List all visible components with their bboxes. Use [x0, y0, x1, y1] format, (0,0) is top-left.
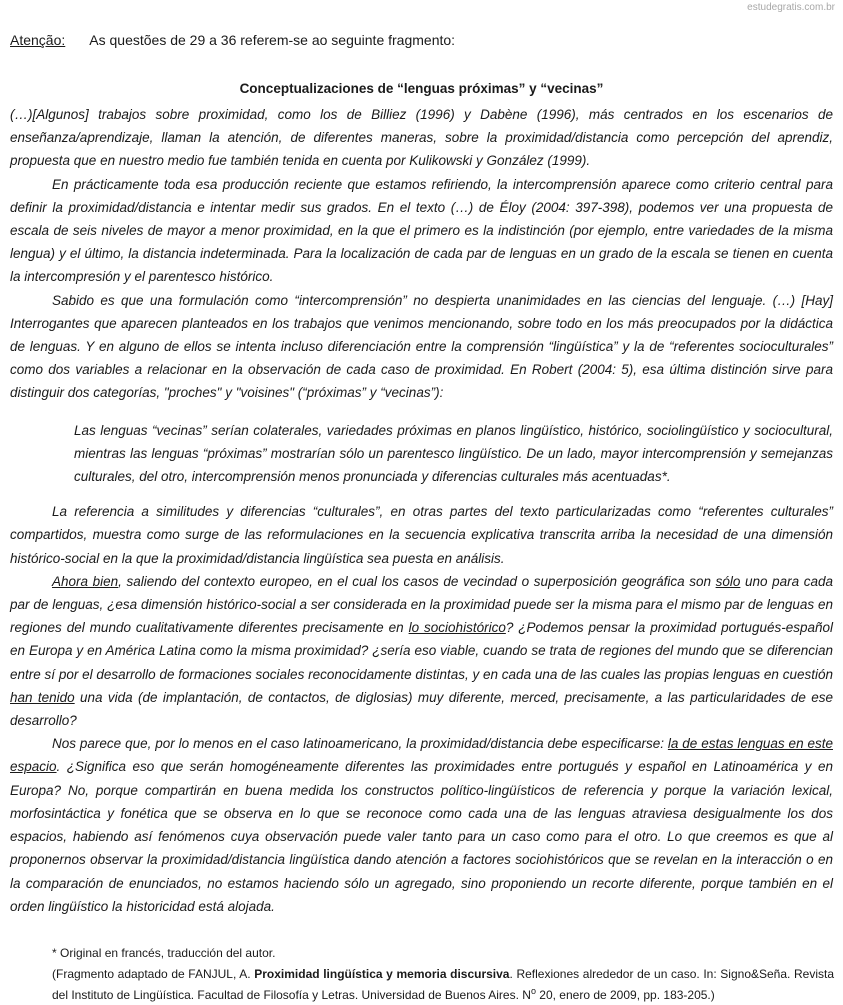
underlined-ahora-bien: Ahora bien — [52, 573, 119, 589]
text-body — [10, 103, 833, 918]
underlined-este-espacio: la de estas lenguas en este espacio — [10, 736, 833, 775]
paragraph-5-text-b: uno para cada par de lenguas, ¿esa dimensión histórico-social a ser considerada en la proximidad puede ser la misma para el mismo par de lenguas en regiones del mundo cualitativamente diferentes precisamente en — [10, 573, 833, 636]
paragraph-1: (…)[Algunos] trabajos sobre proximidad, como los de Billiez (1996) y Dabène (1996), más centrados en los escenarios de enseñanza/aprendizaje, llaman la atención, de diferentes maneras, sobre la proximidad/distancia como percepción del aprendiz, propuesta que en nuestro medio fue también tenida en cuenta por Kulikowski y González (1999). — [10, 107, 833, 169]
paragraph-2: En prácticamente toda esa producción reciente que estamos refiriendo, la intercomprensión aparece como criterio central para definir la proximidad/distancia e intentar medir sus grados. En el texto (…) de Éloy (2004: 397-398), podemos ver una propuesta de escala de seis niveles de mayor a menor proximidad, en la que el primero es la indistinción (por ejemplo, entre variedades de la misma lengua) y el último, la distancia indeterminada. Para la localización de cada par de lenguas en un grado de la escala se tienen en cuenta la intercompresión y el parentesco histórico. — [10, 176, 833, 285]
source-work-title: Proximidad lingüística y memoria discursiva — [254, 967, 510, 981]
site-watermark: estudegratis.com.br — [747, 2, 835, 13]
paragraph-3: Sabido es que una formulación como “intercomprensión” no despierta unanimidades en las ciencias del lenguaje. (…) [Hay] Interrogantes que aparecen planteados en los trabajos que venimos mencionando, sobre todo en los más preocupados por la didáctica de lenguas. Y en alguno de ellos se intenta incluso diferenciación entre la comprensión “lingüística” y la de “referentes socioculturales” como dos variables a relacionar en la observación de cada caso de proximidad. En Robert (2004: 5), esa última distinción sirve para distinguir dos categorías, "proches" y "voisines" (“próximas” y “vecinas”): — [10, 292, 833, 401]
paragraph-5-text-a: , saliendo del contexto europeo, en el cual los casos de vecindad o superposición geográfica son — [118, 573, 716, 589]
paragraph-4: La referencia a similitudes y diferencias “culturales”, en otras partes del texto particularizadas como “referentes culturales” compartidos, muestra como surge de las reformulaciones en la secuencia explicativa transcrita arriba la necesidad de una dimensión histórico-social en la que la proximidad/distancia lingüística sea puesta en análisis. — [10, 504, 833, 566]
paragraph-6-text-a: Nos parece que, por lo menos en el caso latinoamericano, la proximidad/distancia debe especificarse: — [52, 736, 668, 752]
paragraph-5-text-c: ? ¿Podemos pensar la proximidad portugués-español en Europa y en América Latina como la misma proximidad? ¿sería eso viable, cuando se trata de regiones del mundo que se diferencian entre sí por el desarrollo de formaciones sociales reconocidamente distintas, y en cada una de las cuales las propias lenguas en cuestión — [10, 620, 834, 682]
source-suffix: 20, enero de 2009, pp. 183-205.) — [535, 988, 715, 1002]
text-title: Conceptualizaciones de “lenguas próximas” y “vecinas” — [239, 81, 604, 96]
block-quote: Las lenguas “vecinas” serían colaterales, variedades próximas en planos lingüístico, histórico, sociolingüístico y sociocultural, mientras las lenguas “próximas” mostrarían sólo un parentesco lingüístico. De un lado, mayor intercomprensión y semejanzas culturales, del otro, intercomprensión menos pronunciada y diferencias culturales más acentuadas*. — [74, 422, 833, 485]
source-prefix: (Fragmento adaptado de FANJUL, A. — [52, 967, 255, 981]
paragraph-6-text-b: . ¿Significa eso que serán homogéneamente diferentes las proximidades entre portugués y español en Latinoamérica y en Europa? No, porque compartirán en buena medida los constructos político-lingüísticos de referencia y porque la variación lexical, morfosintáctica y fonética que se observa en lo que se reconoce como cada una de las lenguas atraviesa desigualmente los dos espacios, habiendo así fenómenos cuya observación puede valer tanto para un caso como para el otro. Lo que creemos es que al proponernos observar la proximidad/distancia lingüística dando atención a factores sociohistóricos que se revelan en la interacción o en la comparación de enunciados, no estamos haciendo sólo un agregado, sino proponiendo un recorte diferente, porque también en el orden lingüístico la historicidad está alojada. — [10, 759, 833, 914]
paragraph-5-text-d: una vida (de implantación, de contactos, de diglosias) muy diferente, merced, precisamente, a las particularidades de ese desarrollo? — [10, 689, 833, 729]
underlined-solo: sólo — [715, 573, 741, 589]
question-instruction: As questões de 29 a 36 referem-se ao seguinte fragmento: — [89, 32, 456, 48]
paragraph-5 — [10, 570, 833, 732]
source-citation — [52, 966, 834, 1004]
attention-label: Atenção: — [10, 32, 66, 48]
underlined-han-tenido: han tenido — [10, 689, 75, 705]
footnote: * Original en francés, traducción del autor. — [52, 946, 276, 960]
paragraph-6 — [10, 732, 833, 918]
underlined-lo-sociohistorico: lo sociohistórico — [408, 620, 506, 636]
source-middle: . Reflexiones alrededor de un caso. In: Signo&Seña. Revista del Instituto de Lingüística. Facultad de Filosofía y Letras. Universidad de Buenos Aires. N — [52, 967, 834, 1002]
source-ordinal: o — [530, 986, 536, 996]
question-header — [10, 30, 455, 50]
